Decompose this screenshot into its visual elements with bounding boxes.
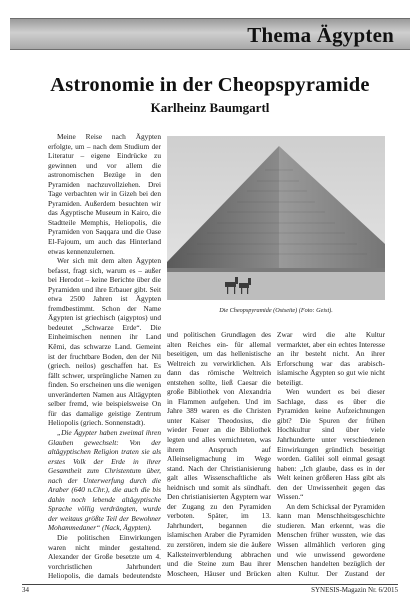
section-title: Thema Ägypten [247, 23, 394, 47]
paragraph: Zwar wird die alte Kultur vermarktet, aber ein echtes Interesse an ihr besteht nicht. An ihrer Erforschung war das arabisch-islamische Ägypten so gut wie nicht beteiligt. [277, 330, 385, 387]
paragraph: Meine Reise nach Ägypten erfolgte, um – nach dem Studium der Literatur – eigene Eindrücke zu gewinnen und vor allem die astronomischen Bezüge in den Pyramiden nachzuvollziehen. Drei Tage verbachten wir in Gizeh bei den Pyramiden. Außerdem besuchten wir das Ägyptische Museum in Kairo, die Stadtteile Memphis, Heliopolis, die Pyramiden von Saqqara und die Oase El-Fajoum, um auch das Hinterland etwas kennenzulernen. [48, 132, 161, 256]
article-author: Karlheinz Baumgartl [150, 100, 270, 115]
text-column-2 [167, 330, 271, 580]
paragraph: An dem Schicksal der Pyramiden kann man Menschheitsgeschichte studieren. Man erkennt, was die Menschen früher wussten, wie das Wissen allmählich verloren ging und wie unwissend gewordene Menschen handelten bezüglich der alten Kultur. Der Zustand der [277, 501, 385, 578]
photo-caption: Die Cheopspyramide (Ostseite) (Foto: Geist). [219, 307, 333, 314]
magazine-name: SYNESIS-Magazin Nr. 6/2015 [311, 586, 398, 594]
pyramid-illustration [167, 136, 385, 300]
article-title: Astronomie in der Cheopspyramide [50, 74, 370, 96]
section-banner [10, 18, 410, 50]
footer-divider [22, 584, 398, 585]
paragraph: und politischen Grundlagen des alten Reiches ein- für allemal beseitigen, um das hellenistische Weltreich zu verwirklichen. Als dann das römische Weltreich entstehen sollte, ließ Caesar die große Bibliothek von Alexandria in Flammen aufgehen. Und im Jahre 389 waren es die Christen unter Kaiser Theodosius, die wieder Feuer an die Bibliothek legten und alles vernichteten, was ihrem Anspruch auf Alleinseligmachung im Wege stand. Nach der Christianisierung galt alles Wissenschaftliche als heidnisch und somit als sündhaft. Den christianisierten Ägyptern war der Zugang zu den Pyramiden verboten. Später, im 13. Jahrhundert, begannen die islamischen Araber die Pyramiden zu zerstören, indem sie die äußere Kalksteinverblendung abbrachen und die Steine zum Bau ihrer Moscheen, Häuser und Brücken [167, 330, 271, 578]
text-column-1 [48, 132, 161, 580]
text-column-3 [277, 330, 385, 580]
page-number: 34 [22, 586, 29, 594]
paragraph: Die politischen Einwirkungen waren nicht minder gestaltend. Alexander der Große besetzte um 4. vorchristlichen Jahrhundert Heliopolis, die damals bedeutendste [48, 532, 161, 580]
paragraph: Wer sich mit dem alten Ägypten befasst, fragt sich, warum es – außer bei Herodot – keine Berichte über die Pyramiden und ihre Erbauer gibt. Seit etwa 2500 Jahren ist Ägypten fremdbestimmt. Schon der Name Ägypten ist griechisch (aigyptos) und bedeutet „Schwarze Erde“. Die Einheimischen nennen ihr Land Kêmi, das schwarze Land. Gemeint ist der fruchtbare Boden, den der Nil (griech. neilos) geschaffen hat. Es fällt schwer, ursprüngliche Namen zu finden. So erscheinen uns die wenigen unveränderten Namen aus Altägypten selber fremd, wie beispielsweise On für das damalige geistige Zentrum Heliopolis (griech. Sonnenstadt). [48, 256, 161, 428]
quote-paragraph: „Die Ägypter haben zweimal ihren Glauben gewechselt: Von der altägyptischen Religion traten sie als erstes Volk der Erde in ihrer Gesamtheit zum Christentum über, nach der Unterwerfung durch die Araber (640 n.Chr.), die auch die bis dahin noch lebende altägyptische Sprache völlig verdrängten, wurde der weitaus größte Teil der Bewohner Mohammedaner“ (Nack, Ägypten). [48, 427, 161, 533]
pyramid-photo [167, 136, 385, 300]
paragraph: Wen wundert es bei dieser Sachlage, dass es über die Pyramiden keine Aufzeichnungen gibt? Die Spuren der frühen Hochkultur sind über viele Jahrhunderte unter verschiedenen Einwirkungen gründlich beseitigt worden. Galilei soll einmal gesagt haben: „Ich glaube, dass es in der Welt keinen größeren Hass gibt als den der Unwissenheit gegen das Wissen.“ [277, 387, 385, 502]
